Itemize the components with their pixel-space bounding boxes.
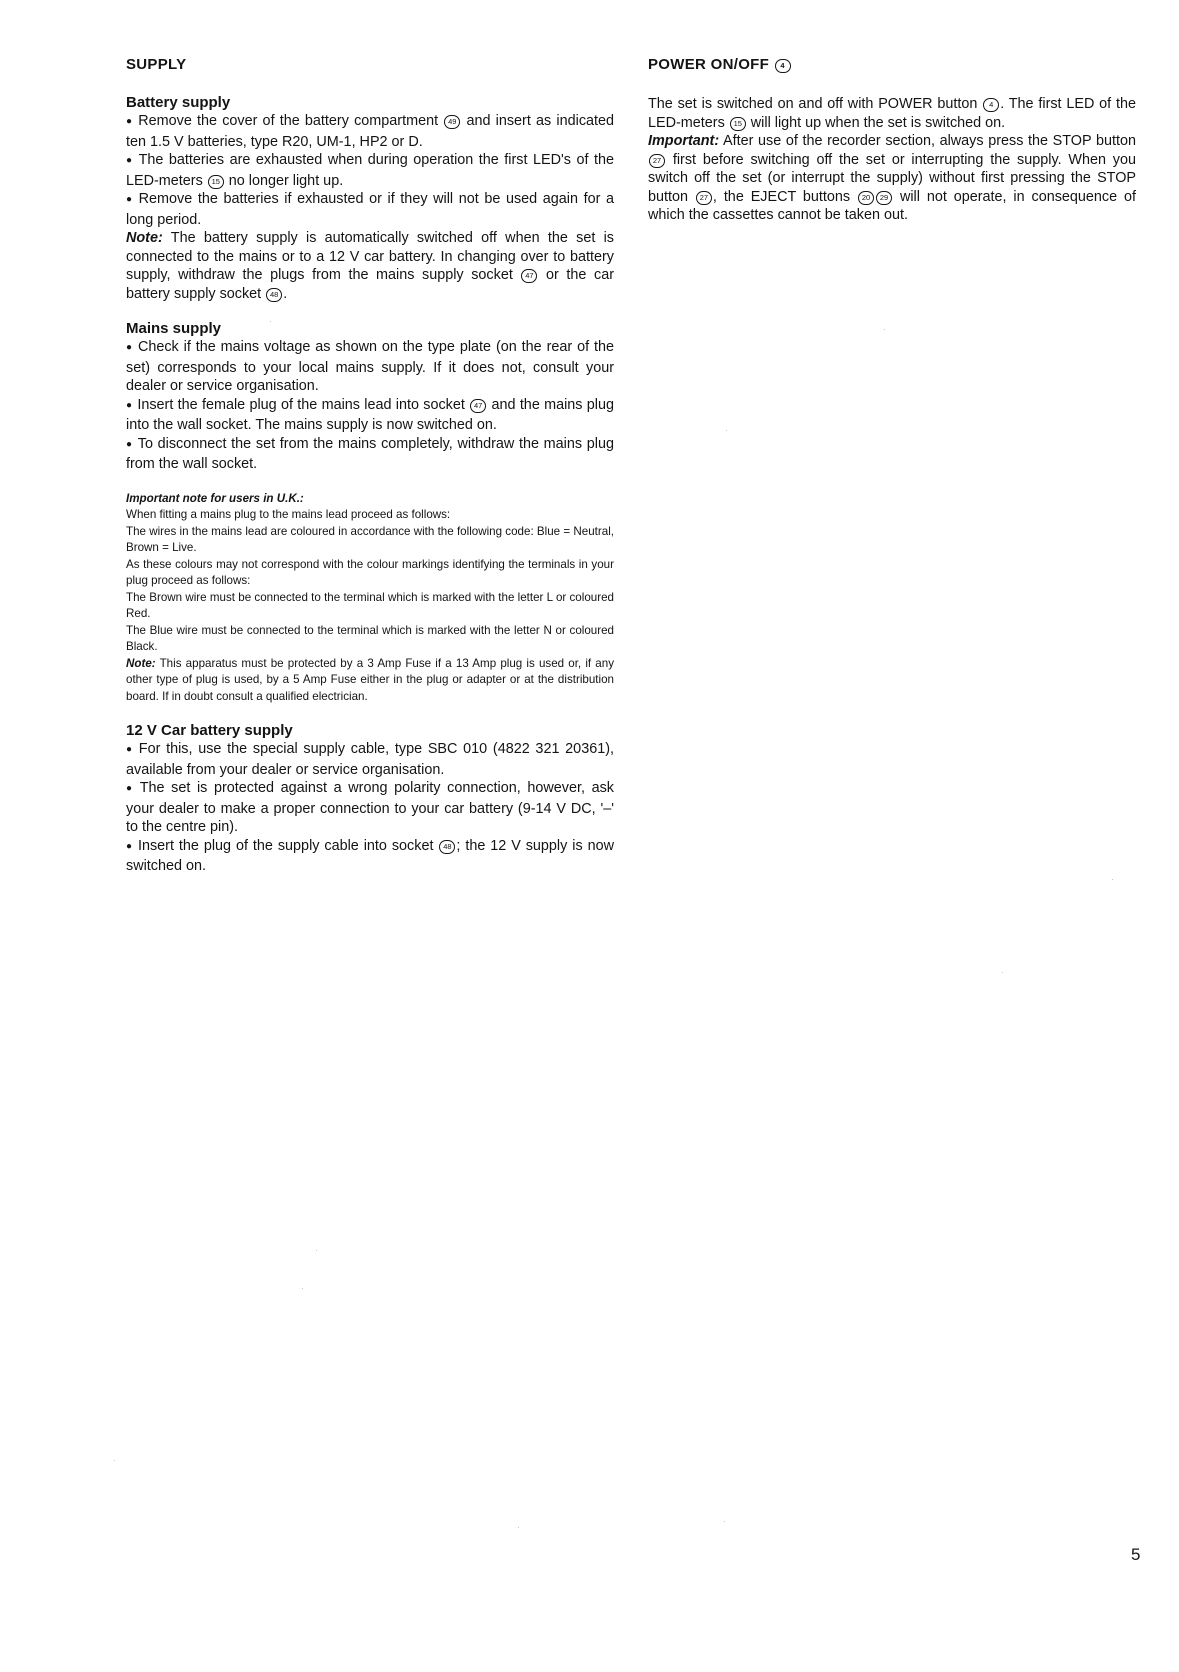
uk-note-paragraph: The Blue wire must be connected to the terminal which is marked with the letter N or coloured Black. (126, 623, 614, 653)
scan-speck (726, 430, 727, 431)
left-column (126, 56, 614, 893)
mains-bullet-3: ● To disconnect the set from the mains completely, withdraw the mains plug from the wall socket. (126, 435, 614, 474)
battery-bullet-2: ● The batteries are exhausted when during operation the first LED's of the LED-meters 15 no longer light up. (126, 151, 614, 190)
ref-badge: 48 (266, 288, 282, 302)
car-battery-section (126, 722, 614, 876)
ref-badge: 4 (983, 98, 999, 112)
ref-badge: 48 (439, 840, 455, 854)
ref-badge: 20 (858, 191, 874, 205)
battery-supply-section (126, 94, 614, 303)
power-paragraph: The set is switched on and off with POWER button 4 . The first LED of the LED-meters 15 will light up when the set is switched on. (648, 96, 1136, 131)
ref-badge: 4 (775, 59, 791, 73)
scan-speck (1002, 972, 1003, 973)
scan-speck (316, 1250, 317, 1251)
scan-speck (518, 1527, 519, 1528)
scan-speck (884, 329, 885, 330)
mains-bullet-1: ● Check if the mains voltage as shown on the type plate (on the rear of the set) corresponds to your local mains supply. If it does not, consult your dealer or service organisation. (126, 338, 614, 396)
right-column (648, 56, 1136, 225)
scan-speck (114, 1460, 115, 1461)
ref-badge: 47 (521, 269, 537, 283)
page-number: 5 (1131, 1545, 1141, 1564)
ref-badge: 27 (696, 191, 712, 205)
scan-speck (724, 1521, 725, 1522)
mains-supply-title: Mains supply (126, 320, 222, 337)
car-bullet-1: ● For this, use the special supply cable, type SBC 010 (4822 321 20361), available from your dealer or service organisation. (126, 740, 614, 779)
mains-bullet-2: ● Insert the female plug of the mains lead into socket 47 and the mains plug into the wall socket. The mains supply is now switched on. (126, 396, 614, 435)
mains-supply-section (126, 320, 614, 474)
battery-supply-title: Battery supply (126, 94, 231, 111)
battery-bullet-3: ● Remove the batteries if exhausted or if they will not be used again for a long period. (126, 190, 614, 229)
uk-note-section (126, 491, 614, 706)
car-bullet-3: ● Insert the plug of the supply cable into socket 48 ; the 12 V supply is now switched on. (126, 837, 614, 876)
uk-note-paragraph: As these colours may not correspond with the colour markings identifying the terminals in your plug proceed as follows: (126, 557, 614, 587)
car-battery-title: 12 V Car battery supply (126, 722, 293, 739)
ref-badge: 15 (208, 175, 224, 189)
car-bullet-2: ● The set is protected against a wrong polarity connection, however, ask your dealer to make a proper connection to your car battery (9-14 V DC, '–' to the centre pin). (126, 779, 614, 837)
power-important-note: Important: After use of the recorder section, always press the STOP button 27 first before switching off the set or interrupting the supply. When you switch off the set (or interrupt the supply) without first pressing the STOP button 27 , the EJECT buttons 20 29 will not operate, in consequence of which the cassettes cannot be taken out. (648, 133, 1137, 223)
scan-speck (1112, 879, 1113, 880)
uk-note-paragraph: The Brown wire must be connected to the terminal which is marked with the letter L or coloured Red. (126, 590, 614, 620)
ref-badge: 47 (470, 399, 486, 413)
section-title-supply: SUPPLY (126, 56, 187, 73)
ref-badge: 49 (444, 115, 460, 129)
uk-note-paragraph: When fitting a mains plug to the mains lead proceed as follows: (126, 508, 451, 521)
ref-badge: 15 (730, 117, 746, 131)
uk-note-paragraph: The wires in the mains lead are coloured in accordance with the following code: Blue = Neutral, Brown = Live. (126, 524, 614, 554)
uk-note-title: Important note for users in U.K.: (126, 491, 304, 505)
section-title-power: POWER ON/OFF 4 (648, 56, 1136, 74)
scan-speck (270, 321, 271, 322)
scan-speck (302, 1288, 303, 1289)
ref-badge: 27 (649, 154, 665, 168)
battery-note: Note: The battery supply is automatically switched off when the set is connected to the mains or to a 12 V car battery. In changing over to battery supply, withdraw the plugs from the mains supply socket 47 or the car battery supply socket 48 . (126, 230, 614, 302)
ref-badge: 29 (876, 191, 892, 205)
battery-bullet-1: ● Remove the cover of the battery compartment 49 and insert as indicated ten 1.5 V batteries, type R20, UM-1, HP2 or D. (126, 112, 614, 151)
uk-fuse-note: Note: This apparatus must be protected by a 3 Amp Fuse if a 13 Amp plug is used or, if any other type of plug is used, by a 5 Amp Fuse either in the plug or adapter or at the distribution board. If in doubt consult a qualified electrician. (126, 656, 614, 703)
